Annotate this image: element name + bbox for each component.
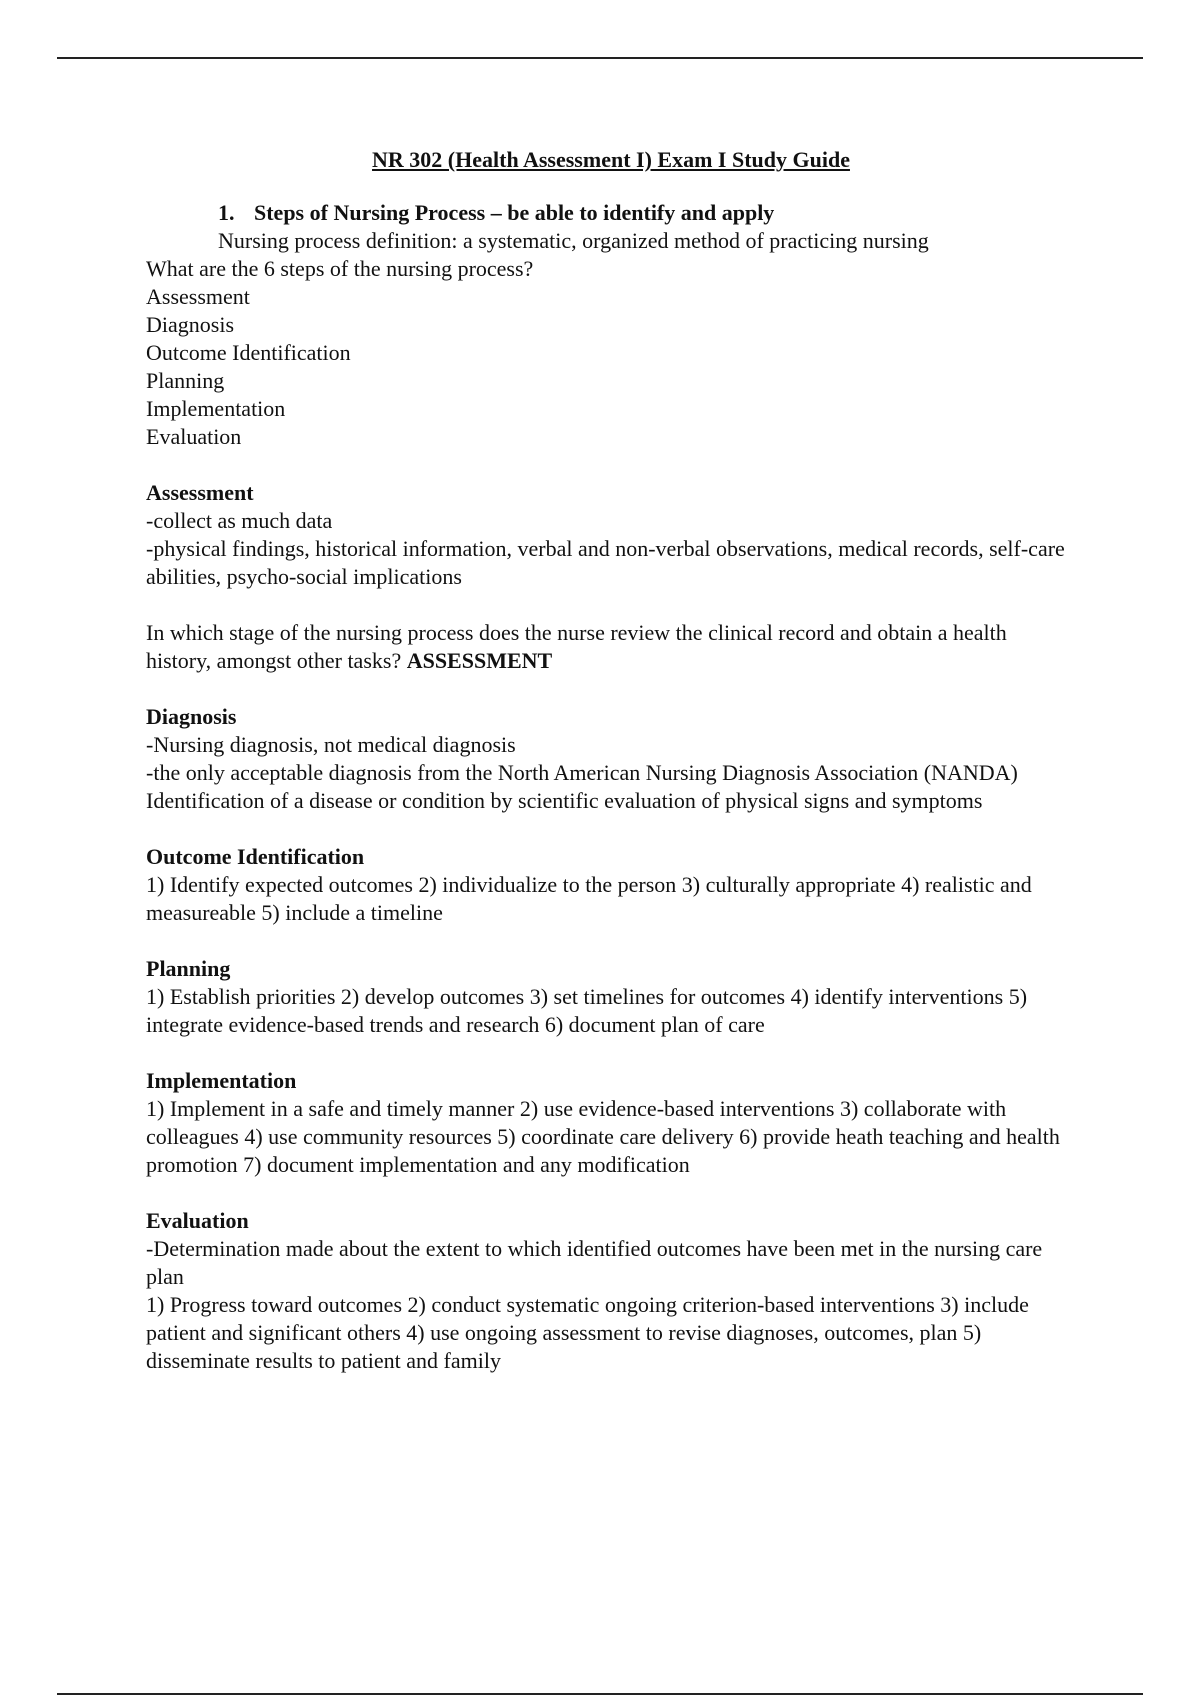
paragraph: -the only acceptable diagnosis from the North American Nursing Diagnosis Association (NANDA) — [146, 760, 1018, 785]
list-item: Assessment — [146, 284, 250, 309]
steps-question: What are the 6 steps of the nursing process? — [146, 256, 534, 281]
question-answer: ASSESSMENT — [406, 648, 553, 673]
page-title: NR 302 (Health Assessment I) Exam I Study Guide — [372, 147, 850, 172]
paragraph: 1) Progress toward outcomes 2) conduct systematic ongoing criterion-based interventions 3) include patient and significant others 4) use ongoing assessment to revise diagnoses, outcomes, plan 5) disseminate results to patient and family — [146, 1292, 1029, 1373]
paragraph: -physical findings, historical information, verbal and non-verbal observations, medical records, self-care abilities, psycho-social implications — [146, 536, 1065, 589]
list-item: Evaluation — [146, 424, 242, 449]
section-outcome-identification — [146, 843, 1076, 927]
header-rule — [57, 57, 1143, 59]
paragraph: 1) Establish priorities 2) develop outcomes 3) set timelines for outcomes 4) identify interventions 5) integrate evidence-based trends and research 6) document plan of care — [146, 984, 1028, 1037]
section-heading-1 — [146, 199, 1076, 227]
steps-list — [146, 283, 1076, 451]
heading-text: Steps of Nursing Process – be able to identify and apply — [254, 200, 775, 225]
document-page — [146, 146, 1076, 1375]
paragraph: -Determination made about the extent to which identified outcomes have been met in the nursing care plan — [146, 1236, 1043, 1289]
section-diagnosis — [146, 703, 1076, 815]
paragraph: -collect as much data — [146, 508, 333, 533]
section-title: Implementation — [146, 1068, 297, 1093]
section-assessment — [146, 479, 1076, 591]
section-title: Planning — [146, 956, 231, 981]
definition-line: Nursing process definition: a systematic, organized method of practicing nursing — [218, 228, 929, 253]
question-text: In which stage of the nursing process does the nurse review the clinical record and obtain a health history, amongst other tasks? — [146, 620, 1007, 673]
section-title: Diagnosis — [146, 704, 237, 729]
paragraph: 1) Implement in a safe and timely manner 2) use evidence-based interventions 3) collaborate with colleagues 4) use community resources 5) coordinate care delivery 6) provide heath teaching and health promotion 7) document implementation and any modification — [146, 1096, 1060, 1177]
list-item: Outcome Identification — [146, 340, 351, 365]
section-evaluation — [146, 1207, 1076, 1375]
footer-rule — [57, 1693, 1143, 1695]
section-title: Evaluation — [146, 1208, 249, 1233]
assessment-question — [146, 619, 1076, 675]
list-item: Diagnosis — [146, 312, 234, 337]
list-item: Planning — [146, 368, 225, 393]
list-item: Implementation — [146, 396, 286, 421]
section-title: Outcome Identification — [146, 844, 365, 869]
section-title: Assessment — [146, 480, 254, 505]
heading-number: 1. — [218, 200, 235, 225]
paragraph: -Nursing diagnosis, not medical diagnosis — [146, 732, 516, 757]
section-implementation — [146, 1067, 1076, 1179]
section-planning — [146, 955, 1076, 1039]
paragraph: 1) Identify expected outcomes 2) individualize to the person 3) culturally appropriate 4) realistic and measureable 5) include a timeline — [146, 872, 1032, 925]
paragraph: Identification of a disease or condition by scientific evaluation of physical signs and symptoms — [146, 788, 983, 813]
